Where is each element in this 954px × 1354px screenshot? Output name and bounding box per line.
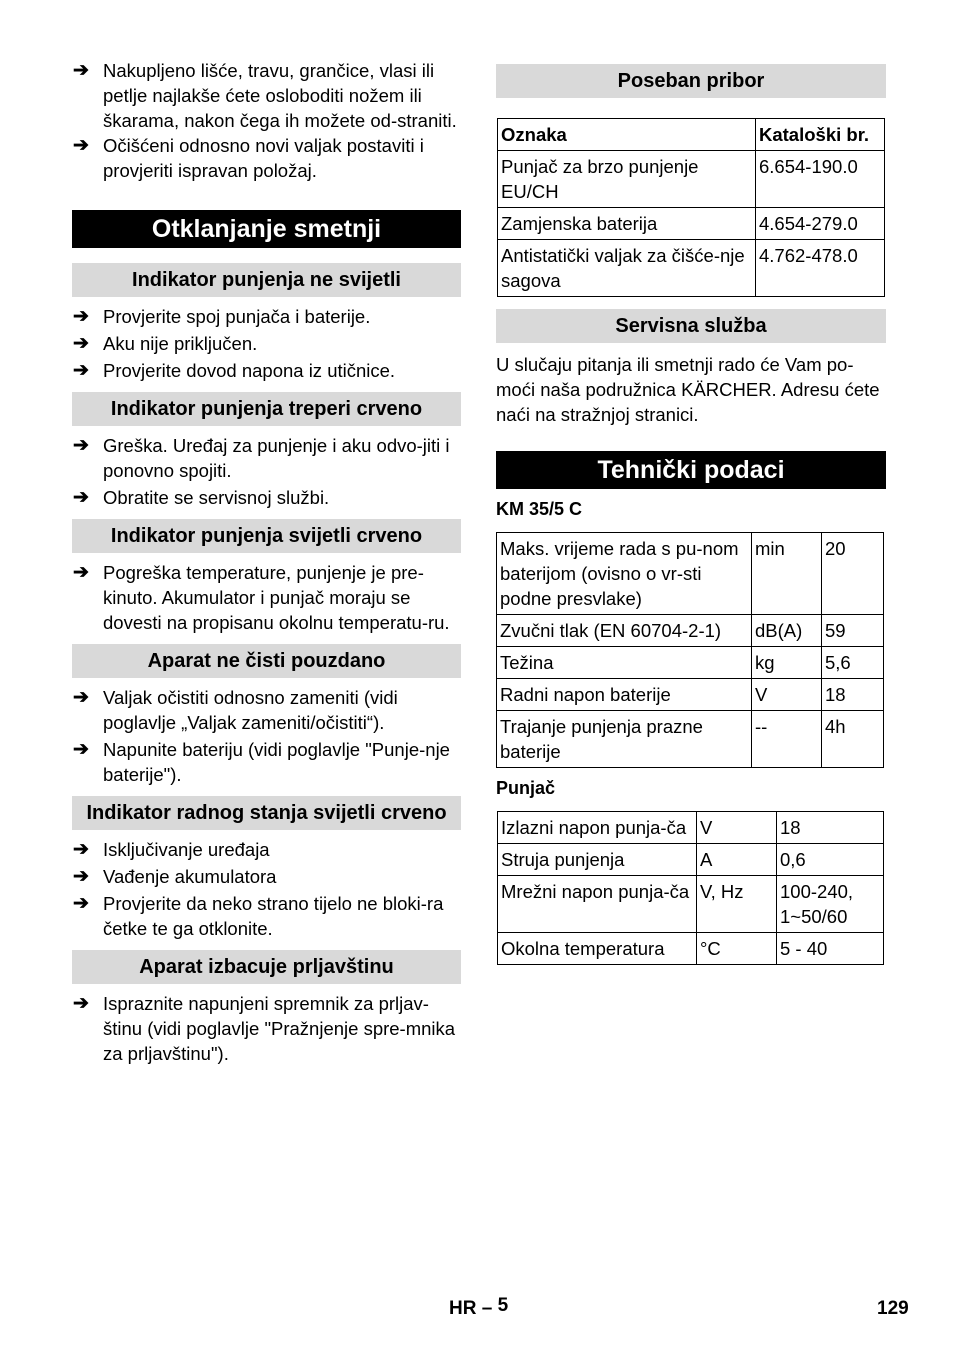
arrow-right-icon: ➔ bbox=[73, 739, 89, 760]
item-list bbox=[72, 433, 461, 510]
table-cell: kg bbox=[752, 647, 822, 679]
table-cell: 18 bbox=[777, 812, 884, 844]
table-cell: °C bbox=[697, 933, 777, 965]
section-title-technical-data: Tehnički podaci bbox=[496, 451, 886, 489]
table-cell: V bbox=[752, 679, 822, 711]
item-list bbox=[72, 560, 461, 635]
table-cell: Zvučni tlak (EN 60704-2-1) bbox=[497, 615, 752, 647]
table-header-cell: Oznaka bbox=[498, 119, 756, 151]
list-item: ➔ Greška. Uređaj za punjenje i aku odvo-jiti i ponovno spojiti. bbox=[73, 435, 450, 481]
left-column bbox=[72, 58, 461, 1066]
arrow-right-icon: ➔ bbox=[73, 839, 89, 860]
list-item: ➔ Obratite se servisnoj službi. bbox=[73, 487, 330, 508]
arrow-right-icon: ➔ bbox=[73, 435, 89, 456]
table-cell: 5 - 40 bbox=[777, 933, 884, 965]
intro-list bbox=[72, 58, 461, 183]
table-cell: Zamjenska baterija bbox=[498, 208, 756, 240]
right-column bbox=[496, 64, 886, 965]
table-cell: Antistatički valjak za čišće-nje sagova bbox=[498, 240, 756, 297]
subsection-title: Indikator radnog stanja svijetli crveno bbox=[72, 796, 461, 830]
table-row bbox=[498, 240, 885, 297]
table-row bbox=[498, 151, 885, 208]
table-cell: 0,6 bbox=[777, 844, 884, 876]
table-cell: 100-240, 1~50/60 bbox=[777, 876, 884, 933]
table-row bbox=[497, 679, 884, 711]
list-item: ➔ Nakupljeno lišće, travu, grančice, vlasi ili petlje najlakše ćete osloboditi nožem ili škarama, nakon čega ih možete od-straniti. bbox=[73, 60, 457, 131]
table-cell: 18 bbox=[822, 679, 884, 711]
item-list bbox=[72, 991, 461, 1066]
arrow-right-icon: ➔ bbox=[73, 60, 89, 81]
charger-table bbox=[497, 811, 884, 965]
list-item: ➔ Vađenje akumulatora bbox=[73, 866, 277, 887]
subsection-title: Aparat ne čisti pouzdano bbox=[72, 644, 461, 678]
arrow-right-icon: ➔ bbox=[73, 866, 89, 887]
table-cell: 4.762-478.0 bbox=[756, 240, 885, 297]
list-item: ➔ Napunite bateriju (vidi poglavlje "Punje-nje baterije"). bbox=[73, 739, 450, 785]
table-cell: 6.654-190.0 bbox=[756, 151, 885, 208]
item-list bbox=[72, 685, 461, 787]
table-cell: Maks. vrijeme rada s pu-nom baterijom (ovisno o vr-sti podne presvlake) bbox=[497, 533, 752, 615]
table-row bbox=[497, 647, 884, 679]
table-row bbox=[498, 933, 884, 965]
table-cell: 5,6 bbox=[822, 647, 884, 679]
list-item: ➔ Aku nije priključen. bbox=[73, 333, 258, 354]
list-item: ➔ Ispraznite napunjeni spremnik za prljav-štinu (vidi poglavlje "Pražnjenje spre-mnika za prljavštinu"). bbox=[73, 993, 456, 1064]
table-cell: Radni napon baterije bbox=[497, 679, 752, 711]
table-cell: min bbox=[752, 533, 822, 615]
table-cell: V bbox=[697, 812, 777, 844]
table-header-cell: Kataloški br. bbox=[756, 119, 885, 151]
accessories-table bbox=[497, 118, 885, 297]
list-item: ➔ Pogreška temperature, punjenje je pre-kinuto. Akumulator i punjač moraju se dovesti na propisanu okolnu temperatu-ru. bbox=[73, 562, 450, 633]
table-cell: A bbox=[697, 844, 777, 876]
charger-label: Punjač bbox=[496, 778, 556, 798]
table-cell: Izlazni napon punja-ča bbox=[498, 812, 697, 844]
arrow-right-icon: ➔ bbox=[73, 135, 89, 156]
table-cell: Mrežni napon punja-ča bbox=[498, 876, 697, 933]
page-number: 129 bbox=[877, 1298, 909, 1319]
list-item: ➔ Isključivanje uređaja bbox=[73, 839, 270, 860]
footer-dash: – bbox=[481, 1298, 493, 1319]
table-cell: 59 bbox=[822, 615, 884, 647]
arrow-right-icon: ➔ bbox=[73, 333, 89, 354]
table-cell: Punjač za brzo punjenje EU/CH bbox=[498, 151, 756, 208]
list-item: ➔ Provjerite dovod napona iz utičnice. bbox=[73, 360, 396, 381]
subsection-title: Aparat izbacuje prljavštinu bbox=[72, 950, 461, 984]
list-item: ➔ Provjerite da neko strano tijelo ne bloki-ra četke te ga otklonite. bbox=[73, 893, 444, 939]
table-cell: 20 bbox=[822, 533, 884, 615]
subsection-title: Poseban pribor bbox=[496, 64, 886, 98]
subsection-title: Indikator punjenja ne svijetli bbox=[72, 263, 461, 297]
table-row bbox=[498, 812, 884, 844]
arrow-right-icon: ➔ bbox=[73, 687, 89, 708]
table-cell: Težina bbox=[497, 647, 752, 679]
service-paragraph: U slučaju pitanja ili smetnji rado će Vam po-moći naša podružnica KÄRCHER. Adresu ćete naći na stražnjoj stranici. bbox=[496, 354, 880, 425]
table-row bbox=[497, 615, 884, 647]
table-cell: 4h bbox=[822, 711, 884, 768]
table-cell: dB(A) bbox=[752, 615, 822, 647]
subsection-title: Servisna služba bbox=[496, 309, 886, 343]
table-cell: 4.654-279.0 bbox=[756, 208, 885, 240]
table-row bbox=[497, 533, 884, 615]
table-cell: Trajanje punjenja prazne baterije bbox=[497, 711, 752, 768]
table-cell: Okolna temperatura bbox=[498, 933, 697, 965]
table-cell: Struja punjenja bbox=[498, 844, 697, 876]
table-cell: V, Hz bbox=[697, 876, 777, 933]
subsection-title: Indikator punjenja svijetli crveno bbox=[72, 519, 461, 553]
item-list bbox=[72, 304, 461, 383]
arrow-right-icon: ➔ bbox=[73, 993, 89, 1014]
arrow-right-icon: ➔ bbox=[73, 306, 89, 327]
model-label: KM 35/5 C bbox=[496, 499, 583, 519]
list-item: ➔ Valjak očistiti odnosno zameniti (vidi poglavlje „Valjak zameniti/očistiti“). bbox=[73, 687, 398, 733]
footer-language: HR bbox=[449, 1298, 477, 1319]
arrow-right-icon: ➔ bbox=[73, 487, 89, 508]
item-list bbox=[72, 837, 461, 941]
technical-data-table bbox=[496, 532, 884, 768]
list-item: ➔ Očišćeni odnosno novi valjak postaviti i provjeriti ispravan položaj. bbox=[73, 135, 424, 181]
arrow-right-icon: ➔ bbox=[73, 360, 89, 381]
list-item: ➔ Provjerite spoj punjača i baterije. bbox=[73, 306, 371, 327]
arrow-right-icon: ➔ bbox=[73, 562, 89, 583]
arrow-right-icon: ➔ bbox=[73, 893, 89, 914]
table-row bbox=[498, 844, 884, 876]
footer-section-page: 5 bbox=[497, 1295, 509, 1316]
table-cell: -- bbox=[752, 711, 822, 768]
table-row bbox=[497, 711, 884, 768]
table-row bbox=[498, 876, 884, 933]
section-title-troubleshooting: Otklanjanje smetnji bbox=[72, 210, 461, 248]
page-footer-section bbox=[449, 1296, 508, 1321]
table-row bbox=[498, 208, 885, 240]
subsection-title: Indikator punjenja treperi crveno bbox=[72, 392, 461, 426]
table-header-row bbox=[498, 119, 885, 151]
